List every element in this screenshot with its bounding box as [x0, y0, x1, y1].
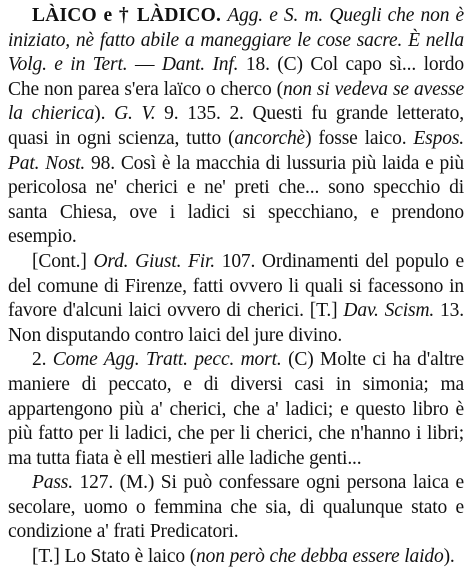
citation-text: [T.] Lo Stato è laico ( — [32, 546, 197, 568]
separator-dash: — — [134, 54, 155, 76]
editor-note: non però che debba essere laido — [196, 546, 444, 568]
citation-text: 13. Non disputando contro laici del jure divino. — [8, 300, 464, 346]
citation-text: (C) Molte ci ha d'altre maniere di peccato, e di diversi casi in simonia; ma appartengono più a' cherici, che a' ladici; e questo libro è più fatto per li ladici, che per li cherici, che n'hanno i libri; ma tutta fiata è ell mestieri alle ladiche genti... — [8, 349, 464, 469]
definition-paragraph — [8, 4, 464, 250]
citation-paragraph — [8, 250, 464, 348]
source-citation: G. V. — [114, 103, 156, 125]
source-citation: Dant. Inf. — [161, 54, 239, 76]
source-citation: Dav. Scism. — [343, 300, 435, 322]
dictionary-entry-laico — [8, 4, 464, 570]
source-citation: Pass. — [32, 472, 73, 494]
definition-text: Quegli che non è iniziato, nè fatto abile a maneggiare le cose sacre. È nella Volg. e in Tert. — [8, 5, 464, 76]
source-citation: Tratt. pecc. mort. — [145, 349, 282, 371]
part-of-speech: Agg. e S. m. — [227, 5, 324, 26]
example-paragraph — [8, 545, 464, 570]
citation-text: 98. Così è la macchia di lussuria più laida e più pericolosa ne' cherici e ne' preti che... sono specchio di santa Chiesa, ove i ladici si specchiano, e prendono esempio. — [8, 152, 465, 248]
citation-text: 127. (M.) Si può confessare ogni persona laica e secolare, uomo o femmina che sia, di qualunque stato e condizione a' frati Predicatori. — [8, 472, 464, 543]
citation-text: ). — [443, 546, 455, 568]
citation-text: ) fosse laico. — [305, 127, 407, 149]
editor-mark: [Cont.] — [32, 250, 87, 272]
citation-text: 9. 135. 2. Questi fu grande letterato, quasi in ogni scienza, tutto ( — [8, 103, 464, 149]
headword: LÀICO e † LÀDICO. — [32, 5, 222, 26]
citation-text: 18. (C) Col capo sì... lordo Che non parea s'era laïco o cherco ( — [8, 54, 464, 100]
citation-text: 107. Ordinamenti del populo e del comune di Firenze, fatti ovvero li quali si facessono in favore d'alcuni laici ovvero di cherici. — [8, 250, 465, 322]
sense-paragraph — [8, 348, 464, 471]
editor-note: ancorchè — [234, 127, 306, 149]
sense-label: Come Agg. — [52, 349, 140, 371]
sense-number: 2. — [32, 349, 47, 371]
citation-paragraph — [8, 471, 464, 545]
citation-text: ). — [94, 103, 106, 125]
editor-note: non si vedeva se avesse la chierica — [8, 78, 464, 125]
source-citation: Ord. Giust. Fir. — [93, 250, 216, 272]
source-citation: Espos. Pat. Nost. — [8, 127, 464, 174]
editor-mark: [T.] — [309, 300, 338, 322]
